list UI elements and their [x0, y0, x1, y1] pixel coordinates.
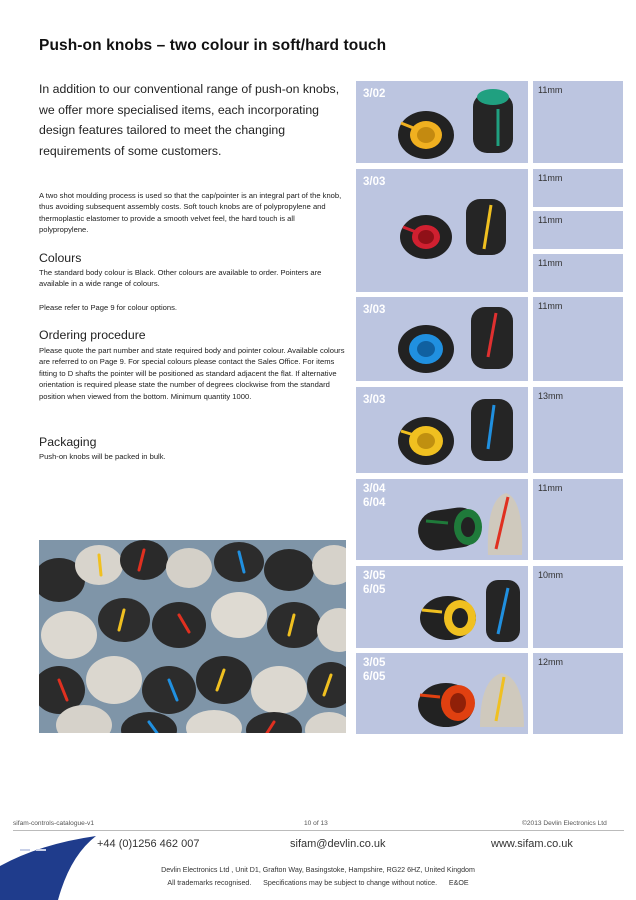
product-image-cell — [356, 479, 528, 560]
product-image-cell — [356, 81, 528, 163]
product-image-cell — [356, 297, 528, 381]
size-cell — [533, 81, 623, 163]
trademarks-note: All trademarks recognised. — [167, 879, 252, 887]
size-label: 11mm — [538, 301, 563, 311]
product-code: 3/03 — [363, 394, 386, 406]
packaging-heading: Packaging — [39, 435, 97, 449]
product-image-cell — [356, 387, 528, 473]
company-address: Devlin Electronics Ltd , Unit D1, Grafton Way, Basingstoke, Hampshire, RG22 6HZ, United Kingdom — [161, 866, 475, 874]
product-code: 3/03 — [363, 304, 386, 316]
product-image-cell — [356, 169, 528, 292]
product-code: 3/03 — [363, 176, 386, 188]
size-cell — [533, 169, 623, 207]
body-paragraph: A two shot moulding process is used so that the cap/pointer is an integral part of the knob, thus avoiding subsequent assembly costs. Soft touch knobs are of polypropylene and thermoplastic elastomer to provide a smooth velvet feel, the hard touch is all polypropylene. — [39, 191, 342, 235]
product-code: 3/05 6/05 — [363, 570, 386, 596]
size-label: 12mm — [538, 657, 564, 667]
size-cell — [533, 387, 623, 473]
page-number: 10 of 13 — [304, 820, 328, 827]
knob-illustration — [356, 566, 528, 648]
product-image-cell — [356, 566, 528, 648]
size-cell — [533, 211, 623, 249]
size-cell — [533, 479, 623, 560]
product-code: 3/04 6/04 — [363, 483, 386, 509]
email-link[interactable]: sifam@devlin.co.uk — [290, 838, 386, 850]
product-image-cell — [356, 653, 528, 734]
knob-illustration — [356, 387, 528, 473]
knob-illustration — [356, 653, 528, 734]
footer-legal — [0, 879, 636, 887]
size-label: 10mm — [538, 570, 564, 580]
page-title: Push-on knobs – two colour in soft/hard touch — [39, 37, 387, 54]
size-label: 13mm — [538, 391, 564, 401]
size-label: 11mm — [538, 483, 563, 493]
colours-heading: Colours — [39, 251, 82, 265]
size-label: 11mm — [538, 173, 563, 183]
colours-note: Please refer to Page 9 for colour options. — [39, 303, 178, 312]
packaging-text: Push-on knobs will be packed in bulk. — [39, 452, 166, 461]
specs-note: Specifications may be subject to change without notice. — [263, 879, 438, 887]
knob-illustration — [356, 81, 528, 163]
size-cell — [533, 566, 623, 648]
product-code: 3/05 6/05 — [363, 657, 386, 683]
ordering-heading: Ordering procedure — [39, 328, 146, 342]
size-cell — [533, 297, 623, 381]
size-label: 11mm — [538, 258, 563, 268]
intro-paragraph: In addition to our conventional range of push-on knobs, we offer more specialised items, each incorporating design features tailored to meet the changing requirements of some customers. — [39, 82, 340, 158]
size-label: 11mm — [538, 215, 563, 225]
size-cell — [533, 653, 623, 734]
copyright: ©2013 Devlin Electronics Ltd — [522, 820, 607, 827]
phone-number[interactable]: +44 (0)1256 462 007 — [97, 838, 200, 850]
knob-illustration — [356, 169, 528, 292]
knob-illustration — [356, 479, 528, 560]
colours-text: The standard body colour is Black. Other colours are available to order. Pointers are available in a wide range of colours. — [39, 268, 322, 289]
website-link[interactable]: www.sifam.co.uk — [491, 838, 573, 850]
eoe-note: E&OE — [448, 879, 469, 887]
size-cell — [533, 254, 623, 292]
ordering-text: Please quote the part number and state required body and pointer colour. Available colours are referred to on Page 9. For special colours please contact the Sales Office. For items fitting to D shafts the pointer will be positioned as standard adjacent the flat. If alternative orientation is required please state the number of degrees clockwise from the standard position when viewed from the bottom. Minimum quantity 1000. — [39, 346, 345, 401]
knobs-photo — [39, 540, 346, 733]
product-code: 3/02 — [363, 88, 386, 100]
knob-illustration — [356, 297, 528, 381]
catalogue-name: sifam-controls-catalogue-v1 — [13, 820, 94, 827]
size-label: 11mm — [538, 85, 563, 95]
footer-divider — [13, 830, 624, 831]
knobs-photo-illustration — [39, 540, 346, 733]
